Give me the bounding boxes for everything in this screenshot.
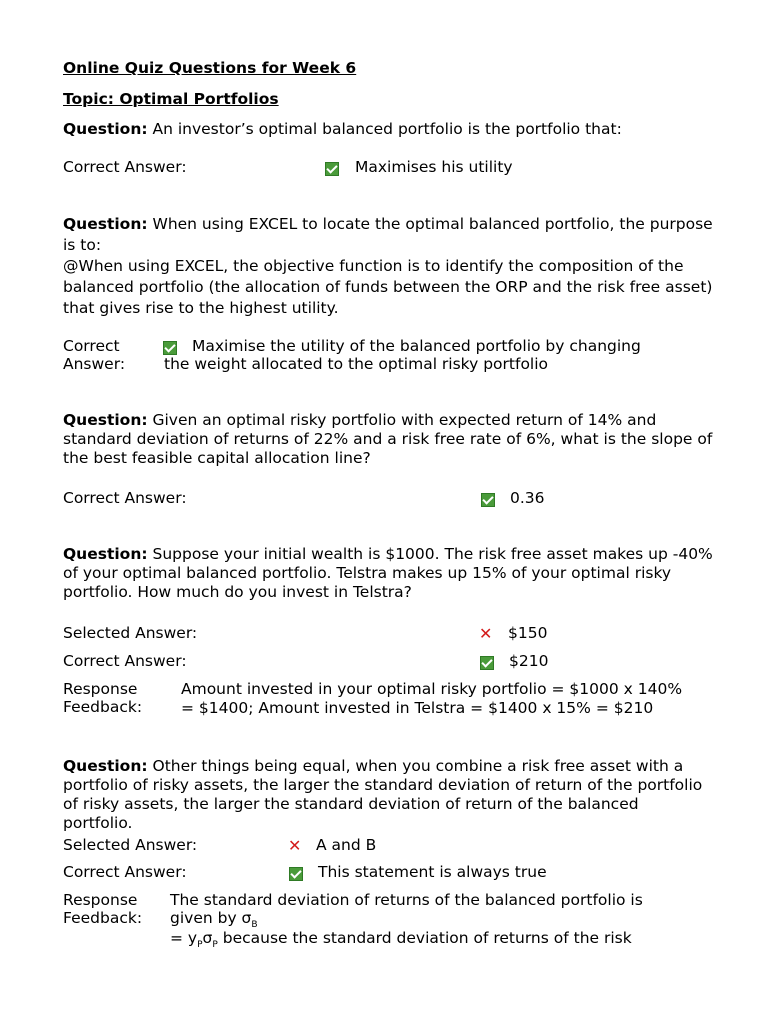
- correct-answer-label: Correct Answer:: [63, 489, 187, 507]
- correct-answer-label-2: Answer:: [63, 355, 126, 373]
- response-feedback-label: Response: [63, 680, 138, 698]
- response-feedback-text: The standard deviation of returns of the balanced portfolio is: [170, 891, 643, 909]
- cross-icon: ✕: [288, 836, 302, 855]
- correct-answer-value: 0.36: [510, 489, 545, 507]
- question-label: Question:: [63, 215, 148, 233]
- response-feedback-label-2: Feedback:: [63, 909, 143, 927]
- correct-answer-label: Correct Answer:: [63, 863, 187, 881]
- cross-icon: ✕: [479, 624, 493, 643]
- page-title: Online Quiz Questions for Week 6: [63, 59, 357, 77]
- question-label: Question:: [63, 411, 148, 429]
- response-feedback-label-2: Feedback:: [63, 698, 143, 716]
- question-text: When using EXCEL to locate the optimal balanced portfolio, the purpose is to:: [63, 215, 713, 254]
- question-4: [63, 545, 713, 602]
- question-label: Question:: [63, 757, 148, 775]
- check-icon: [325, 162, 339, 176]
- question-text: Other things being equal, when you combine a risk free asset with a portfolio of risky assets, the larger the standard deviation of return of the portfolio of risky assets, the larger the standard deviation of return of the balanced portfolio.: [63, 757, 703, 832]
- response-feedback-label: Response: [63, 891, 138, 909]
- selected-answer-label: Selected Answer:: [63, 836, 198, 854]
- question-1: [63, 120, 713, 139]
- correct-answer-label: Correct Answer:: [63, 158, 187, 176]
- question-text: An investor’s optimal balanced portfolio is the portfolio that:: [147, 120, 622, 138]
- question-text: Given an optimal risky portfolio with expected return of 14% and standard deviation of returns of 22% and a risk free rate of 6%, what is the slope of the best feasible capital allocation line?: [63, 411, 713, 467]
- question-label: Question:: [63, 545, 148, 563]
- check-icon: [289, 867, 303, 881]
- question-2: [63, 214, 713, 256]
- correct-answer-value: This statement is always true: [318, 863, 547, 881]
- correct-answer-label: Correct: [63, 337, 120, 355]
- question-label: Question:: [63, 120, 148, 138]
- question-text: Suppose your initial wealth is $1000. The risk free asset makes up -40% of your optimal balanced portfolio. Telstra makes up 15% of your optimal risky portfolio. How much do you invest in Telstra?: [63, 545, 713, 601]
- question-3: [63, 411, 713, 468]
- correct-answer-value-cont: the weight allocated to the optimal risky portfolio: [164, 355, 549, 373]
- topic-heading: Topic: Optimal Portfolios: [63, 90, 279, 108]
- check-icon: [163, 341, 177, 355]
- selected-answer-label: Selected Answer:: [63, 624, 198, 642]
- check-icon: [481, 493, 495, 507]
- correct-answer-label: Correct Answer:: [63, 652, 187, 670]
- response-feedback-text-3: = $y_P\sigma_P$ because the standard deviation of returns of the risk: [170, 929, 632, 951]
- selected-answer-value: A and B: [316, 836, 377, 854]
- correct-answer-value: Maximises his utility: [355, 158, 513, 176]
- response-feedback-text: Amount invested in your optimal risky portfolio = $1000 x 140% = $1400; Amount invested in Telstra = $1400 x 15% = $210: [181, 680, 683, 717]
- check-icon: [480, 656, 494, 670]
- question-5: [63, 757, 708, 833]
- selected-answer-value: $150: [508, 624, 548, 642]
- correct-answer-value: $210: [509, 652, 549, 670]
- correct-answer-value: Maximise the utility of the balanced portfolio by changing: [192, 337, 641, 355]
- question-note: @When using EXCEL, the objective function is to identify the composition of the balanced portfolio (the allocation of funds between the ORP and the risk free asset) that gives rise to the highest utility.: [63, 257, 713, 317]
- response-feedback-text-2: given by $\sigma_B$: [170, 909, 258, 931]
